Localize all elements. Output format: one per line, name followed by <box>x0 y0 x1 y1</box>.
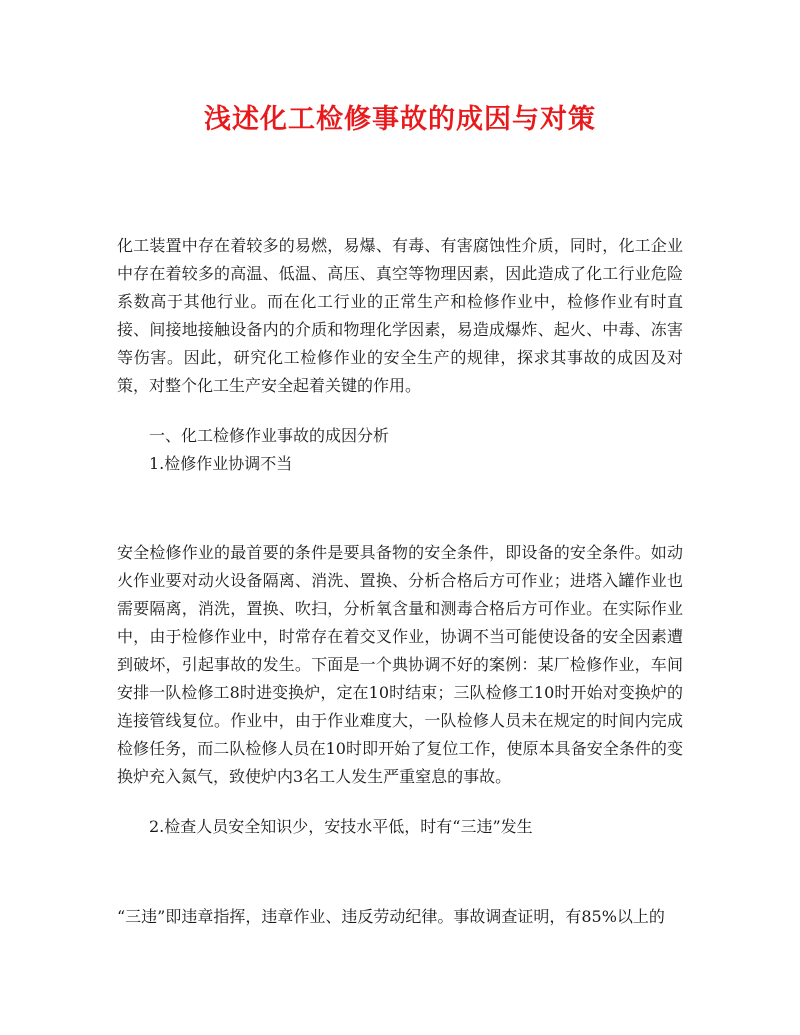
subsection-heading-2: 2.检查人员安全知识少，安技水平低，时有“三违”发生 <box>149 817 533 836</box>
subsection-1-paragraph: 安全检修作业的最首要的条件是要具备物的安全条件，即设备的安全条件。如动火作业要对动火设备隔离、消洗、置换、分析合格后方可作业；进塔入罐作业也需要隔离，消洗，置换、吹扫，分析氧含量和测毒合格后方可作业。在实际作业中，由于检修作业中，时常存在着交叉作业，协调不当可能使设备的安全因素遭到破坏，引起事故的发生。下面是一个典协调不好的案例：某厂检修作业，车间安排一队检修工8时进变换炉，定在10时结束；三队检修工10时开始对变换炉的连接管线复位。作业中，由于作业难度大，一队检修人员未在规定的时间内完成检修任务，而二队检修人员在10时即开始了复位工作，使原本具备安全条件的变换炉充入氮气，致使炉内3名工人发生严重窒息的事故。 <box>117 543 683 786</box>
document-title: 浅述化工检修事故的成因与对策 <box>204 104 596 135</box>
section-heading: 一、化工检修作业事故的成因分析 <box>149 426 390 445</box>
subsection-heading-1: 1.检修作业协调不当 <box>149 454 293 473</box>
intro-paragraph: 化工装置中存在着较多的易燃，易爆、有毒、有害腐蚀性介质，同时，化工企业中存在着较多的高温、低温、高压、真空等物理因素，因此造成了化工行业危险系数高于其他行业。而在化工行业的正常生产和检修作业中，检修作业有时直接、间接地接触设备内的介质和物理化学因素，易造成爆炸、起火、中毒、冻害等伤害。因此，研究化工检修作业的安全生产的规律，探求其事故的成因及对策，对整个化工生产安全起着关键的作用。 <box>117 236 683 395</box>
subsection-2-paragraph: “三违”即违章指挥，违章作业、违反劳动纪律。事故调查证明，有85%以上的 <box>117 907 665 926</box>
